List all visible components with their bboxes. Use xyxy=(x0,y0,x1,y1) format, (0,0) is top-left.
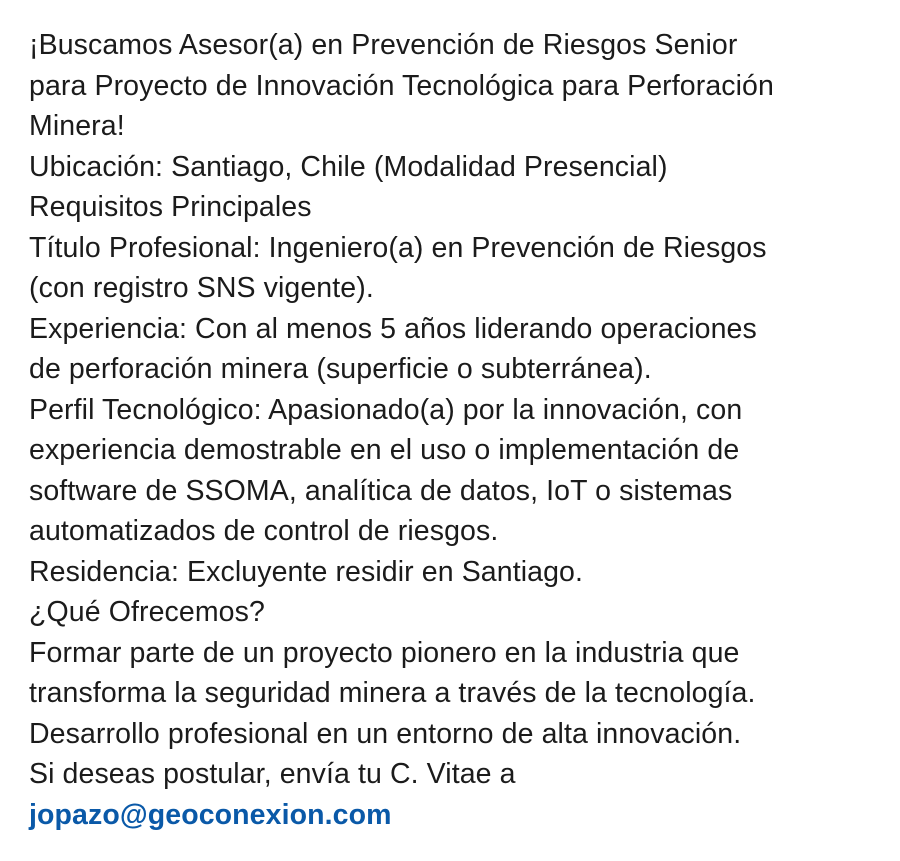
residence-line: Residencia: Excluyente residir en Santiago. xyxy=(29,555,584,588)
requirements-heading: Requisitos Principales xyxy=(29,191,312,223)
offer-line-3: Desarrollo profesional en un entorno de alta innovación. xyxy=(29,717,742,750)
offer-line-1: Formar parte de un proyecto pionero en la industria que xyxy=(29,636,740,669)
email-link[interactable]: jopazo@geoconexion.com xyxy=(29,798,392,831)
tech-profile-line-3: software de SSOMA, analítica de datos, IoT o sistemas xyxy=(29,474,733,507)
apply-line: Si deseas postular, envía tu C. Vitae a xyxy=(29,758,516,790)
email-line xyxy=(29,795,889,836)
tech-profile-line-1: Perfil Tecnológico: Apasionado(a) por la innovación, con xyxy=(29,393,743,426)
experience-line-2: de perforación minera (superficie o subterránea). xyxy=(29,353,652,385)
tech-profile-line-4: automatizados de control de riesgos. xyxy=(29,515,499,547)
tech-profile-line-2: experiencia demostrable en el uso o implementación de xyxy=(29,434,740,466)
offer-heading: ¿Qué Ofrecemos? xyxy=(29,596,265,628)
headline-line-3: Minera! xyxy=(29,110,125,142)
offer-line-2: transforma la seguridad minera a través de la tecnología. xyxy=(29,677,756,709)
job-post-text xyxy=(29,25,889,835)
location-line: Ubicación: Santiago, Chile (Modalidad Presencial) xyxy=(29,150,668,183)
headline-line-2: para Proyecto de Innovación Tecnológica para Perforación xyxy=(29,69,774,102)
headline-line-1: ¡Buscamos Asesor(a) en Prevención de Riesgos Senior xyxy=(29,29,738,61)
experience-line-1: Experiencia: Con al menos 5 años liderando operaciones xyxy=(29,312,757,345)
degree-line-2: (con registro SNS vigente). xyxy=(29,272,374,304)
degree-line-1: Título Profesional: Ingeniero(a) en Prevención de Riesgos xyxy=(29,231,767,264)
